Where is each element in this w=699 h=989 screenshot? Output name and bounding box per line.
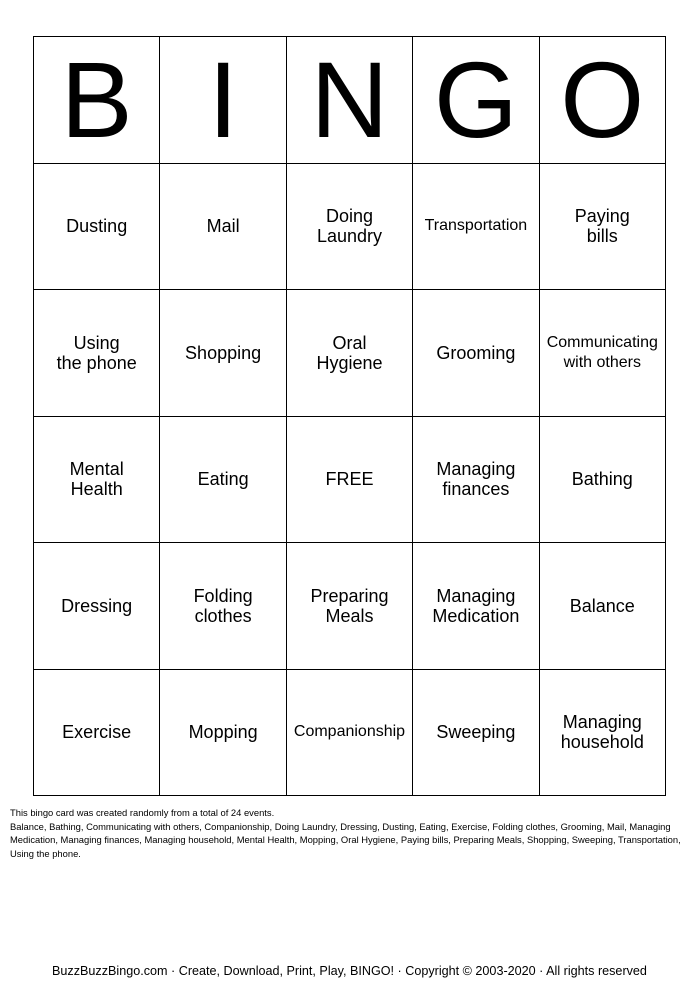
bingo-square (540, 164, 666, 291)
bingo-card (33, 36, 666, 796)
square-label: Mental Health (69, 459, 124, 500)
header-letter-g: G (413, 37, 539, 164)
bingo-square (540, 543, 666, 670)
square-label: Oral Hygiene (316, 332, 383, 373)
square-label: Managing Medication (432, 585, 520, 626)
bingo-square (160, 543, 286, 670)
square-label: Paying bills (574, 206, 630, 247)
square-label: Using the phone (56, 332, 137, 373)
square-label: Balance (569, 595, 635, 616)
free-square (287, 417, 413, 544)
bingo-square (287, 543, 413, 670)
card-notes (10, 806, 690, 860)
square-label: Shopping (185, 342, 262, 363)
square-label: Communicating with others (546, 333, 658, 371)
bingo-square (160, 290, 286, 417)
bingo-square (540, 290, 666, 417)
bingo-square (160, 670, 286, 797)
header-letter-o: O (540, 37, 666, 164)
square-label: Managing finances (436, 459, 516, 500)
page-footer: BuzzBuzzBingo.com · Create, Download, Print, Play, BINGO! · Copyright © 2003-2020 · All rights reserved (52, 964, 647, 978)
square-label: Sweeping (436, 722, 516, 743)
bingo-square (160, 164, 286, 291)
bingo-square (413, 670, 539, 797)
bingo-square (540, 670, 666, 797)
bingo-square (34, 417, 160, 544)
square-label: Managing household (560, 712, 644, 753)
square-label: Transportation (424, 217, 528, 235)
bingo-square (34, 543, 160, 670)
bingo-square (287, 164, 413, 291)
square-label: Preparing Meals (310, 585, 389, 626)
bingo-square (287, 290, 413, 417)
square-label: Bathing (571, 469, 633, 490)
square-label: Mail (206, 216, 240, 237)
square-label: FREE (325, 469, 374, 490)
square-label: Eating (197, 469, 249, 490)
bingo-square (413, 290, 539, 417)
bingo-square (34, 670, 160, 797)
bingo-square (413, 164, 539, 291)
square-label: Dressing (61, 595, 133, 616)
bingo-square (34, 164, 160, 291)
bingo-square (540, 417, 666, 544)
notes-summary: This bingo card was created randomly from a total of 24 events. (10, 807, 275, 818)
square-label: Folding clothes (193, 585, 253, 626)
square-label: Mopping (188, 722, 258, 743)
bingo-square (413, 417, 539, 544)
bingo-square (160, 417, 286, 544)
bingo-square (287, 670, 413, 797)
bingo-square (34, 290, 160, 417)
header-letter-i: I (160, 37, 286, 164)
header-letter-n: N (287, 37, 413, 164)
square-label: Grooming (436, 342, 516, 363)
square-label: Doing Laundry (316, 206, 383, 247)
square-label: Exercise (62, 722, 132, 743)
notes-event-list: Balance, Bathing, Communicating with others, Companionship, Doing Laundry, Dressing, Dusting, Eating, Exercise, Folding clothes, Grooming, Mail, Managing Medication, Managing finances, Managing household, Mental Health, Mopping, Oral Hygiene, Paying bills, Preparing Meals, Shopping, Sweeping, Transportation, Using the phone. (10, 820, 681, 859)
square-label: Dusting (66, 216, 128, 237)
square-label: Companionship (293, 723, 406, 741)
bingo-square (413, 543, 539, 670)
header-letter-b: B (34, 37, 160, 164)
